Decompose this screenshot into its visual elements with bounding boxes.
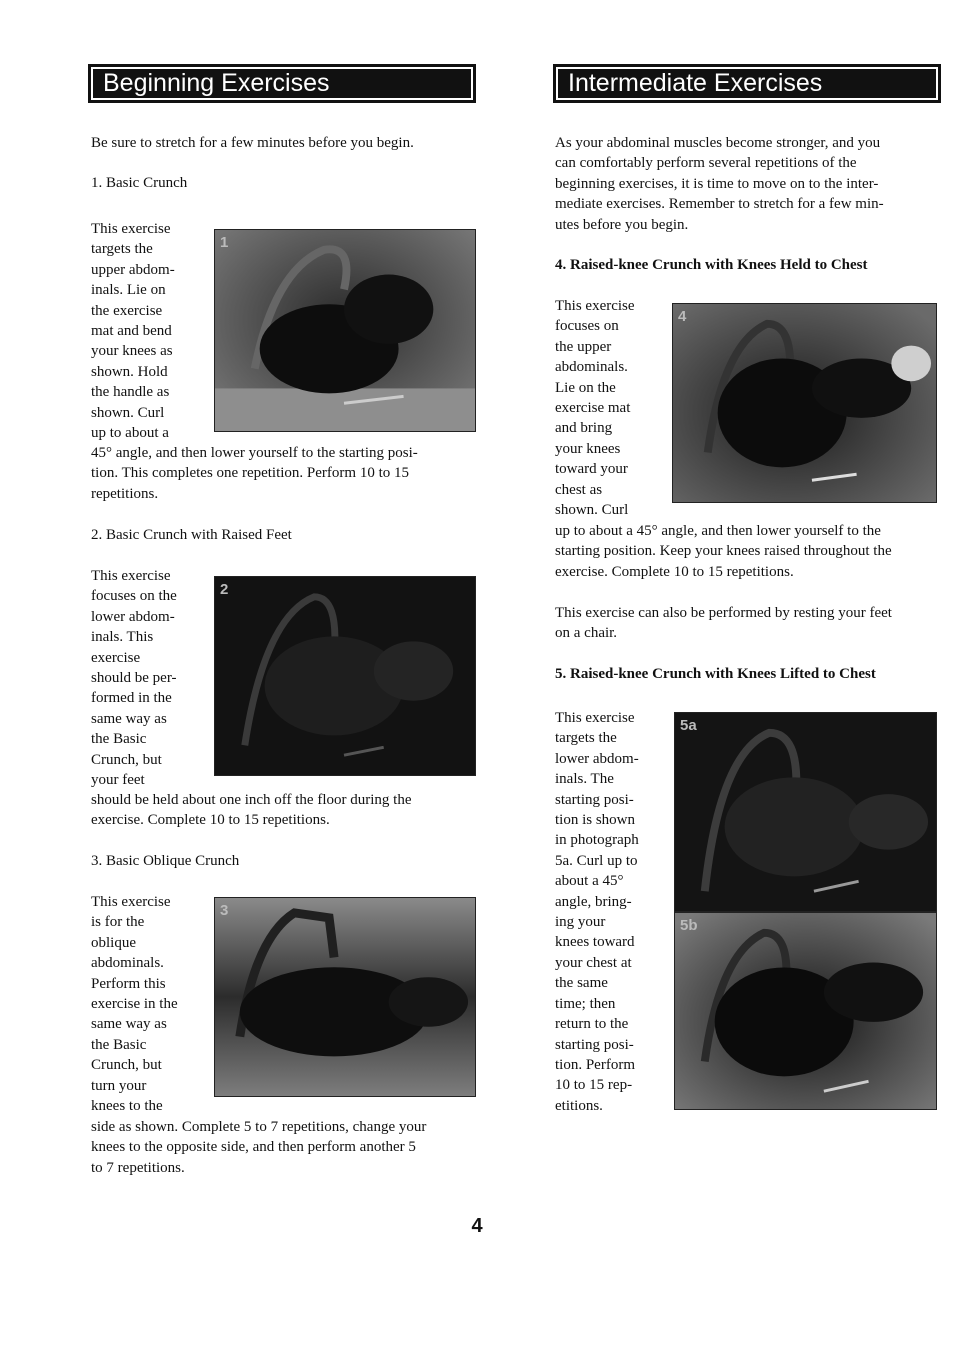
exercise-3-photo — [214, 897, 476, 1097]
exercise-1-heading: 1. Basic Crunch — [91, 175, 188, 191]
section-banner-intermediate: Intermediate Exercises — [553, 64, 941, 103]
page-number: 4 — [471, 1215, 483, 1237]
intro-text: Be sure to stretch for a few minutes before you begin. — [91, 135, 414, 151]
exercise-3-text: side as shown. Complete 5 to 7 repetitions, change your knees to the opposite side, and then perform another 5 to 7 repetitions. — [91, 1119, 427, 1176]
photo-label-3: 3 — [220, 902, 229, 919]
exercise-3-side-text: This exercise is for the oblique abdominals. Perform this exercise in the same way as the Basic Crunch, but turn your knees to the — [91, 894, 178, 1115]
photo-label-2: 2 — [220, 581, 229, 598]
exercise-1-photo — [214, 229, 476, 432]
exercise-5b-photo — [674, 912, 937, 1110]
exercise-4-note: This exercise can also be performed by resting your feet on a chair. — [555, 605, 892, 642]
exercise-5a-photo — [674, 712, 937, 912]
intermediate-intro-text: As your abdominal muscles become stronger, and you can comfortably perform several repetitions of the beginning exercises, it is time to move on to the inter- mediate exercises. Remember to stretch for a few min- utes before you begin. — [555, 135, 884, 233]
exercise-5-side-text: This exercise targets the lower abdom- inals. The starting posi- tion is shown in photograph 5a. Curl up to about a 45° angle, bring- ing your knees toward your chest at the same time; then return to the starting posi- tion. Perform 10 to 15 rep- etitions. — [555, 710, 639, 1114]
exercise-1-side-text: This exercise targets the upper abdom- inals. Lie on the exercise mat and bend your knees as shown. Hold the handle as shown. Curl up to about a — [91, 221, 175, 442]
exercise-2-photo — [214, 576, 476, 776]
exercise-1-text: 45° angle, and then lower yourself to the starting posi- tion. This completes one repetition. Perform 10 to 15 repetitions. — [91, 445, 418, 502]
photo-label-5b: 5b — [680, 917, 698, 934]
photo-label-5a: 5a — [680, 717, 697, 734]
exercise-4-heading: 4. Raised-knee Crunch with Knees Held to Chest — [555, 257, 868, 273]
exercise-4-side-text: This exercise focuses on the upper abdominals. Lie on the exercise mat and bring your knees toward your chest as shown. Curl — [555, 298, 635, 519]
section-banner-beginning: Beginning Exercises — [88, 64, 476, 103]
photo-label-4: 4 — [678, 308, 687, 325]
exercise-2-text: should be held about one inch off the floor during the exercise. Complete 10 to 15 repetitions. — [91, 792, 412, 829]
exercise-3-heading: 3. Basic Oblique Crunch — [91, 853, 240, 869]
exercise-4-photo — [672, 303, 937, 503]
exercise-4-text: up to about a 45° angle, and then lower yourself to the starting position. Keep your knees raised throughout the exercise. Complete 10 to 15 repetitions. — [555, 523, 892, 580]
exercise-2-side-text: This exercise focuses on the lower abdom- inals. This exercise should be per- formed in the same way as the Basic Crunch, but your feet — [91, 568, 177, 789]
exercise-2-heading: 2. Basic Crunch with Raised Feet — [91, 527, 292, 543]
exercise-5-heading: 5. Raised-knee Crunch with Knees Lifted to Chest — [555, 666, 876, 682]
photo-label-1: 1 — [220, 234, 229, 251]
